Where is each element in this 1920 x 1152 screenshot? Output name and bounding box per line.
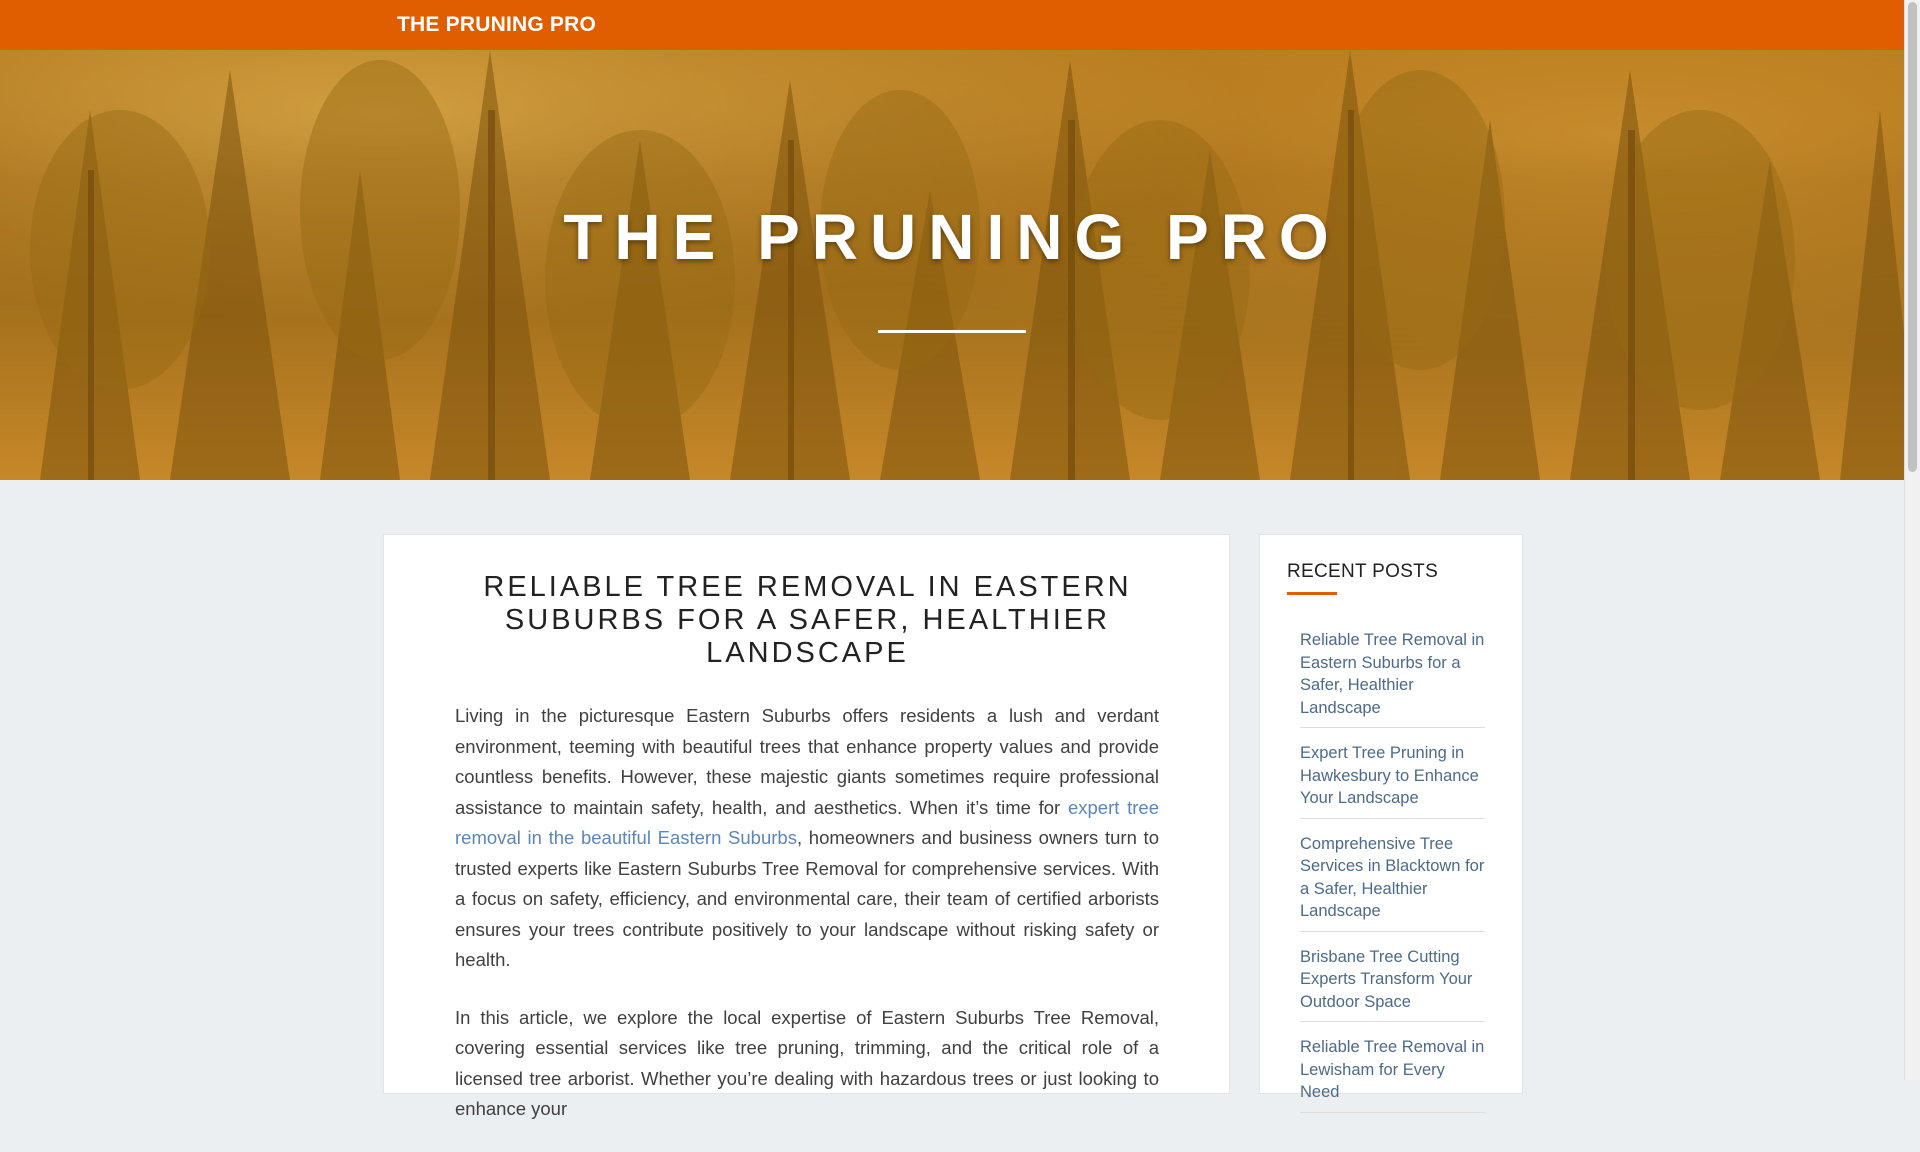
recent-posts-list — [1300, 625, 1485, 1123]
recent-post-link[interactable]: Reliable Tree Removal in Lewisham for Every Need — [1300, 1032, 1485, 1113]
article-paragraph: In this article, we explore the local expertise of Eastern Suburbs Tree Removal, covering essential services like tree pruning, trimming, and the critical role of a licensed tree arborist. Whether you’re dealing with hazardous trees or just looking to enhance your — [455, 1006, 1159, 1119]
widget-title-accent — [1287, 592, 1337, 595]
page-scrollbar[interactable] — [1904, 0, 1920, 1080]
recent-post-link[interactable]: Reliable Tree Removal in Eastern Suburbs for a Safer, Healthier Landscape — [1300, 625, 1485, 728]
article-paragraph — [455, 701, 1159, 976]
site-title-underline — [878, 330, 1026, 333]
inline-link[interactable]: expert tree removal in the beautiful Eastern Suburbs — [455, 796, 1159, 848]
paragraph-text: Living in the picturesque Eastern Suburbs offers residents a lush and verdant environment, teeming with beautiful trees that enhance property values and provide countless benefits. However, these majestic giants sometimes require professional assistance to maintain safety, health, and aesthetics. When it’s time for — [455, 705, 1159, 818]
article-card — [383, 534, 1230, 1119]
article-title: RELIABLE TREE REMOVAL IN EASTERN SUBURBS FOR A SAFER, HEALTHIER LANDSCAPE — [483, 571, 1132, 669]
recent-post-link[interactable]: Comprehensive Tree Services in Blacktown for a Safer, Healthier Landscape — [1300, 829, 1485, 932]
article-body — [455, 701, 1159, 1152]
site-title[interactable]: THE PRUNING PRO — [563, 201, 1341, 273]
hero-banner — [0, 50, 1904, 480]
top-navbar — [0, 0, 1904, 50]
recent-posts-widget — [1259, 534, 1523, 1101]
recent-post-link[interactable]: Brisbane Tree Cutting Experts Transform Your Outdoor Space — [1300, 942, 1485, 1023]
paragraph-text: , homeowners and business owners turn to trusted experts like Eastern Suburbs Tree Removal for comprehensive services. With a focus on safety, efficiency, and environmental care, their team of certified arborists ensures your trees contribute positively to your landscape without risking safety or health. — [455, 827, 1159, 970]
recent-post-link[interactable]: Expert Tree Pruning in Hawkesbury to Enhance Your Landscape — [1300, 738, 1485, 819]
widget-title: RECENT POSTS — [1287, 561, 1439, 582]
scrollbar-thumb[interactable] — [1908, 2, 1917, 472]
site-brand-link[interactable]: THE PRUNING PRO — [397, 13, 597, 36]
